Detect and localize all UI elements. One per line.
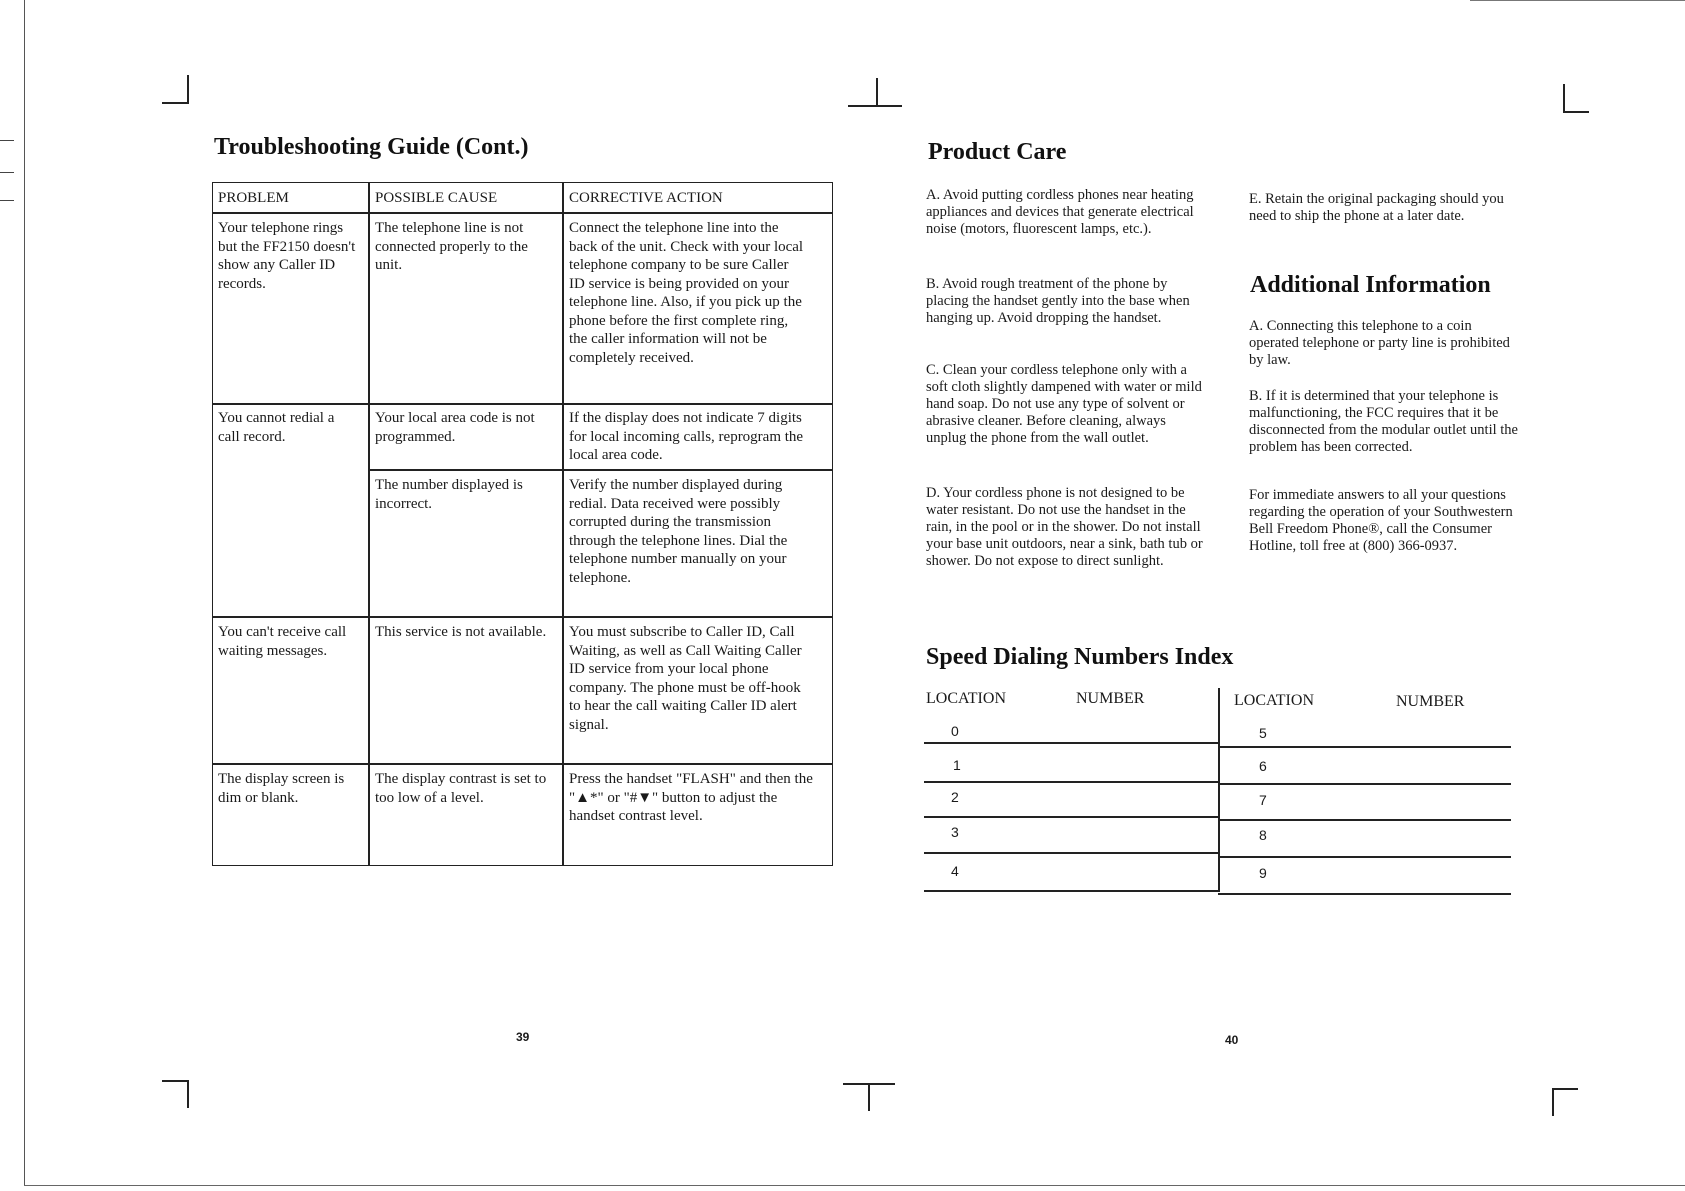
product-care-item-d: D. Your cordless phone is not designed to be water resistant. Do not use the handset in the rain, in the pool or in the shower. Do not install your base unit outdoors, near a sink, bath tub or shower. Do not expose to direct sunlight. bbox=[926, 485, 1203, 569]
product-care-item-e: E. Retain the original packaging should you need to ship the phone at a later date. bbox=[1249, 191, 1504, 224]
problem-cell: You cannot redial a call record. bbox=[218, 410, 335, 445]
location-number: 0 bbox=[951, 723, 959, 739]
page-edge bbox=[1470, 0, 1685, 1]
speed-dial-title: Speed Dialing Numbers Index bbox=[926, 644, 1234, 670]
additional-info-title: Additional Information bbox=[1250, 272, 1491, 298]
problem-cell: The display screen is dim or blank. bbox=[218, 771, 345, 806]
hotline-info: For immediate answers to all your questions regarding the operation of your Southwestern Bell Freedom Phone®, call the Consumer Hotline, toll free at (800) 366-0937. bbox=[1249, 487, 1513, 554]
action-cell: Connect the telephone line into the back of the unit. Check with your local telephone company to be sure Caller ID service is being provided on your telephone line. Also, if you pick up the phone before the first complete ring, the caller information will not be completely received. bbox=[569, 220, 804, 366]
number-header: NUMBER bbox=[1076, 690, 1145, 707]
page-number: 39 bbox=[516, 1030, 530, 1044]
location-number: 2 bbox=[951, 789, 959, 805]
cause-cell: Your local area code is not programmed. bbox=[375, 410, 535, 445]
page-number: 40 bbox=[1225, 1033, 1239, 1047]
product-care-item-c: C. Clean your cordless telephone only with a soft cloth slightly dampened with water or mild hand soap. Do not use any type of solvent or abrasive cleaner. Before cleaning, always unplug the phone from the wall outlet. bbox=[926, 362, 1202, 446]
location-number: 4 bbox=[951, 863, 959, 879]
problem-cell: Your telephone rings but the FF2150 doesn't show any Caller ID records. bbox=[218, 220, 356, 292]
location-number: 9 bbox=[1259, 865, 1267, 881]
column-header-problem: PROBLEM bbox=[218, 190, 289, 206]
column-divider bbox=[1218, 688, 1220, 892]
product-care-title: Product Care bbox=[928, 139, 1067, 165]
additional-info-item-b: B. If it is determined that your telephone is malfunctioning, the FCC requires that it be disconnected from the modular outlet until the problem has been corrected. bbox=[1249, 388, 1518, 455]
edge-tick bbox=[0, 140, 14, 141]
troubleshooting-table bbox=[212, 182, 833, 866]
cause-cell: This service is not available. bbox=[375, 624, 547, 640]
location-number: 7 bbox=[1259, 792, 1267, 808]
edge-tick bbox=[0, 200, 14, 201]
location-number: 8 bbox=[1259, 827, 1267, 843]
action-cell: Verify the number displayed during redial. Data received were possibly corrupted during the transmission through the telephone lines. Dial the telephone number manually on your telephone. bbox=[569, 477, 788, 586]
product-care-item-b: B. Avoid rough treatment of the phone by placing the handset gently into the base when hanging up. Avoid dropping the handset. bbox=[926, 276, 1190, 326]
action-cell: You must subscribe to Caller ID, Call Waiting, as well as Call Waiting Caller ID service from your local phone company. The phone must be off-hook to hear the call waiting Caller ID alert signal. bbox=[569, 624, 802, 733]
location-number: 6 bbox=[1259, 758, 1267, 774]
action-cell: Press the handset "FLASH" and then the "▲*" or "#▼" button to adjust the handset contrast level. bbox=[569, 771, 813, 824]
cause-cell: The display contrast is set to too low of a level. bbox=[375, 771, 547, 806]
page-edge bbox=[24, 0, 25, 1185]
action-cell: If the display does not indicate 7 digits for local incoming calls, reprogram the local area code. bbox=[569, 410, 804, 463]
location-number: 1 bbox=[953, 757, 961, 773]
location-header: LOCATION bbox=[1234, 692, 1314, 709]
location-number: 5 bbox=[1259, 725, 1267, 741]
additional-info-item-a: A. Connecting this telephone to a coin operated telephone or party line is prohibited by law. bbox=[1249, 318, 1510, 368]
number-header: NUMBER bbox=[1396, 693, 1465, 710]
location-number: 3 bbox=[951, 824, 959, 840]
troubleshooting-title: Troubleshooting Guide (Cont.) bbox=[214, 134, 529, 160]
column-header-possible-cause: POSSIBLE CAUSE bbox=[375, 190, 498, 206]
location-header: LOCATION bbox=[926, 690, 1006, 707]
product-care-item-a: A. Avoid putting cordless phones near heating appliances and devices that generate electrical noise (motors, fluorescent lamps, etc.). bbox=[926, 187, 1194, 237]
problem-cell: You can't receive call waiting messages. bbox=[218, 624, 347, 659]
cause-cell: The telephone line is not connected properly to the unit. bbox=[375, 220, 528, 273]
edge-tick bbox=[0, 172, 14, 173]
column-header-corrective-action: CORRECTIVE ACTION bbox=[569, 190, 723, 206]
cause-cell: The number displayed is incorrect. bbox=[375, 477, 523, 512]
page-edge bbox=[24, 1185, 1685, 1186]
